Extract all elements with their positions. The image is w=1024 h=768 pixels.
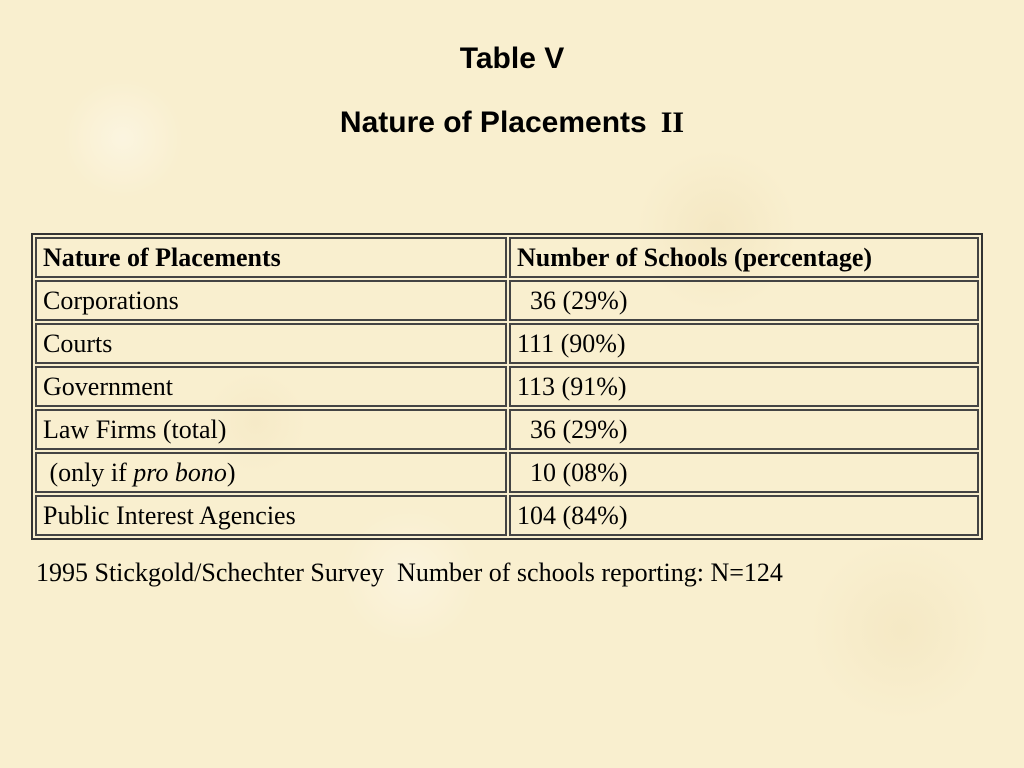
survey-footnote: 1995 Stickgold/Schechter Survey Number of schools reporting: N=124 [36,558,783,587]
page-subtitle [0,106,1024,140]
row-label-prefix: (only if [43,457,134,487]
header-nature-of-placements: Nature of Placements [35,237,507,278]
row-value: 10 (08%) [509,452,979,493]
table-row [35,323,979,364]
row-label: Law Firms (total) [35,409,507,450]
row-label: Courts [35,323,507,364]
row-value: 111 (90%) [509,323,979,364]
row-value: 104 (84%) [509,495,979,536]
row-label: Public Interest Agencies [35,495,507,536]
table-row [35,452,979,493]
row-value: 36 (29%) [509,280,979,321]
header-number-of-schools: Number of Schools (percentage) [509,237,979,278]
row-label-suffix: ) [226,457,236,487]
row-label-italic: pro bono [133,457,227,487]
subtitle-text: Nature of Placements [339,106,647,139]
placements-table-container [31,233,983,540]
placements-table [31,233,983,540]
row-label: Corporations [35,280,507,321]
table-header-row [35,237,979,278]
table-row [35,280,979,321]
table-row [35,495,979,536]
row-label: Government [35,366,507,407]
row-value: 36 (29%) [509,409,979,450]
row-value: 113 (91%) [509,366,979,407]
table-row [35,409,979,450]
row-label [35,452,507,493]
page-title: Table V [459,42,565,75]
subtitle-suffix: II [660,106,685,139]
table-row [35,366,979,407]
